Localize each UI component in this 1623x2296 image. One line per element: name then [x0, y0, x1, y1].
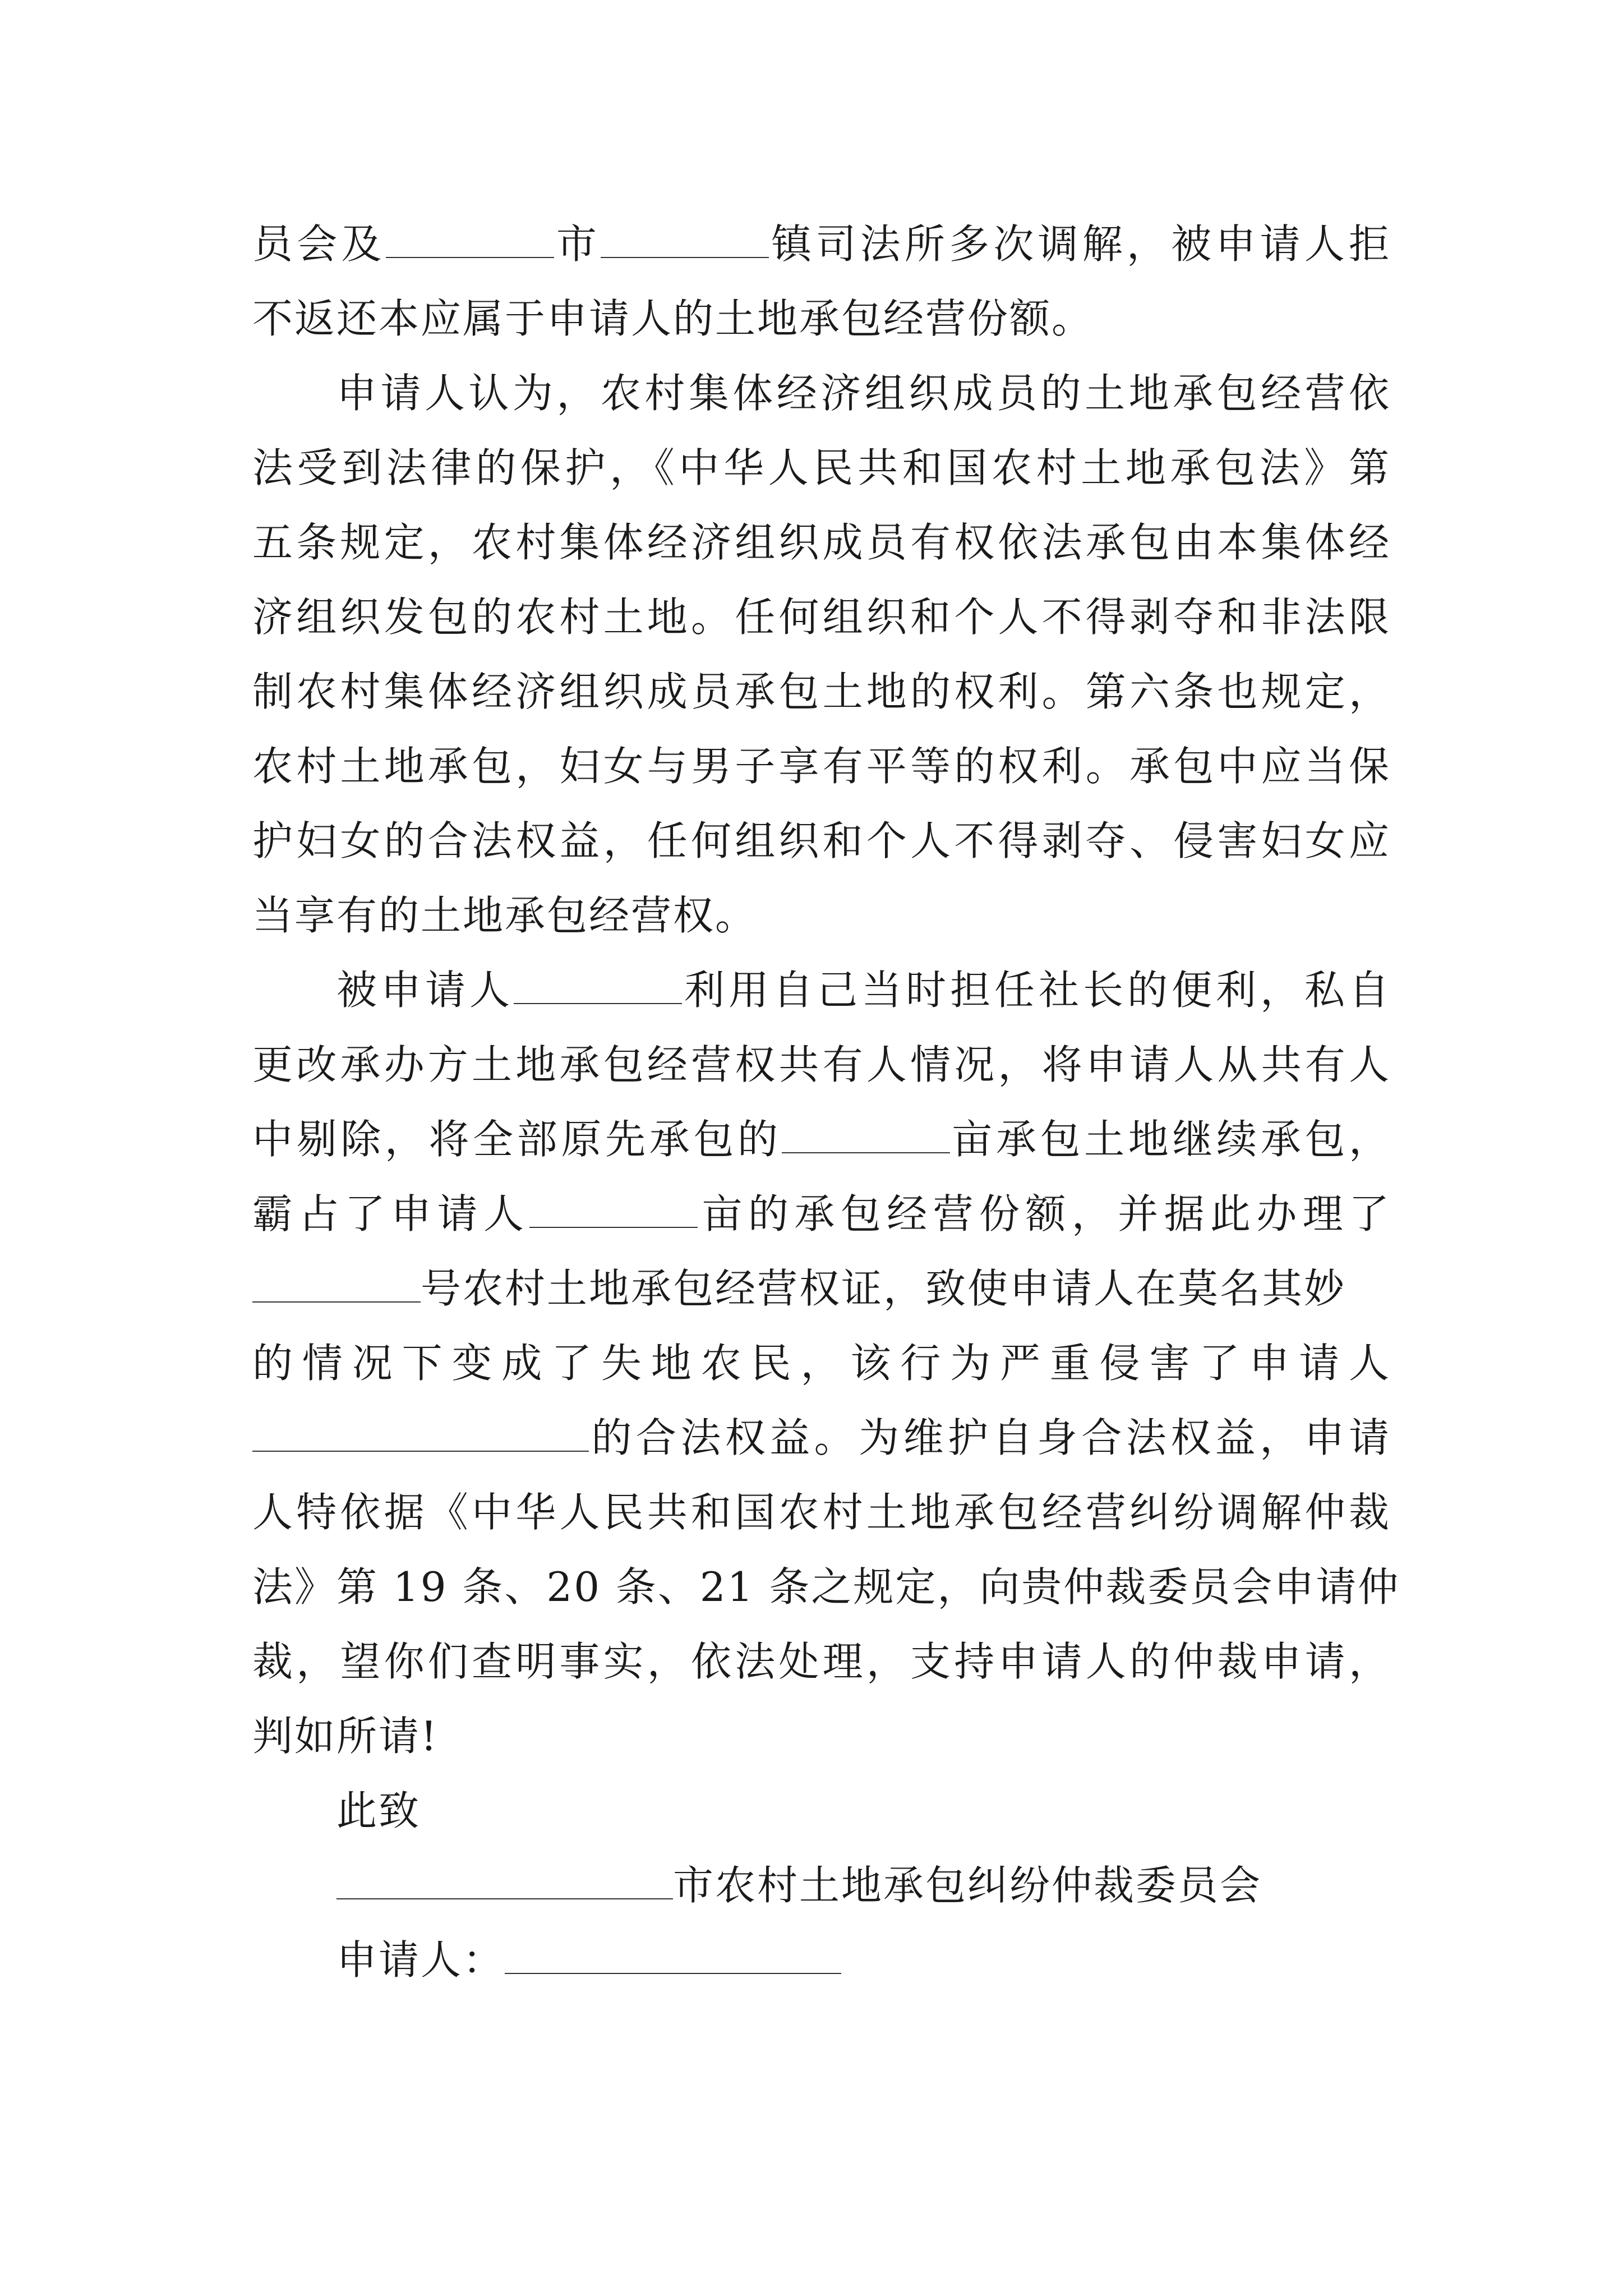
paragraph-3-line-6: 的情况下变成了失地农民，该行为严重侵害了申请人: [252, 1340, 1391, 1387]
fill-blank: [386, 223, 554, 258]
addressee-line: [336, 1857, 1391, 1913]
paragraph-2-line-7: 护妇女的合法权益，任何组织和个人不得剥夺、侵害妇女应: [252, 817, 1391, 864]
fill-blank: [336, 1865, 673, 1899]
fill-blank: [252, 1417, 589, 1452]
paragraph-1-line-1: [252, 216, 1391, 272]
salutation: 此致: [336, 1787, 421, 1834]
paragraph-2-line-3: 五条规定，农村集体经济组织成员有权依法承包由本集体经: [252, 519, 1391, 566]
applicant-blank: [505, 1939, 841, 1974]
fill-blank: [252, 1268, 421, 1303]
paragraph-3-line-11: 判如所请!: [252, 1713, 439, 1760]
fill-blank: [529, 1193, 698, 1228]
paragraph-3-line-2: 更改承办方土地承包经营权共有人情况，将申请人从共有人: [252, 1041, 1391, 1088]
text-segment: 员会及: [252, 220, 386, 268]
applicant-label: 申请人：: [336, 1936, 505, 1984]
text-segment: 的合法权益。为维护自身合法权益，申请: [589, 1414, 1391, 1461]
paragraph-3-line-9: 法》第 19 条、20 条、21 条之规定，向贵仲裁委员会申请仲: [252, 1563, 1400, 1611]
paragraph-2-line-8: 当享有的土地承包经营权。: [252, 892, 758, 939]
text-segment: 市: [554, 220, 601, 268]
text-segment: 亩的承包经营份额，并据此办理了: [698, 1190, 1391, 1237]
paragraph-3-line-10: 裁，望你们查明事实，依法处理，支持申请人的仲裁申请，: [252, 1638, 1391, 1685]
applicant-line: [336, 1932, 1391, 1988]
paragraph-3-line-8: 人特依据《中华人民共和国农村土地承包经营纠纷调解仲裁: [252, 1489, 1391, 1536]
text-segment: 利用自己当时担任社长的便利，私自: [682, 967, 1391, 1014]
paragraph-3-line-7: [252, 1410, 1391, 1466]
paragraph-3-line-4: [252, 1186, 1391, 1242]
fill-blank: [601, 223, 769, 258]
fill-blank: [514, 969, 682, 1004]
text-segment: 霸占了申请人: [252, 1190, 530, 1237]
paragraph-2-line-4: 济组织发包的农村土地。任何组织和个人不得剥夺和非法限: [252, 593, 1391, 641]
text-segment: 镇司法所多次调解，被申请人拒: [769, 220, 1391, 268]
fill-blank: [782, 1119, 950, 1153]
paragraph-2-line-1: 申请人认为，农村集体经济组织成员的土地承包经营依: [336, 370, 1391, 417]
paragraph-3-line-1: [336, 962, 1391, 1018]
text-segment: 亩承包土地继续承包，: [949, 1116, 1391, 1163]
text-segment: 号农村土地承包经营权证，致使申请人在莫名其妙: [421, 1265, 1347, 1312]
addressee-text: 市农村土地承包纠纷仲裁委员会: [673, 1862, 1262, 1909]
paragraph-3-line-5: [252, 1260, 1391, 1317]
paragraph-2-line-2: 法受到法律的保护，《中华人民共和国农村土地承包法》第: [252, 444, 1391, 491]
paragraph-3-line-3: [252, 1111, 1391, 1167]
text-segment: 被申请人: [336, 967, 514, 1014]
text-segment: 中剔除，将全部原先承包的: [252, 1116, 782, 1163]
paragraph-2-line-5: 制农村集体经济组织成员承包土地的权利。第六条也规定，: [252, 668, 1391, 715]
paragraph-2-line-6: 农村土地承包，妇女与男子享有平等的权利。承包中应当保: [252, 743, 1391, 790]
paragraph-1-line-2: 不返还本应属于申请人的土地承包经营份额。: [252, 295, 1094, 342]
